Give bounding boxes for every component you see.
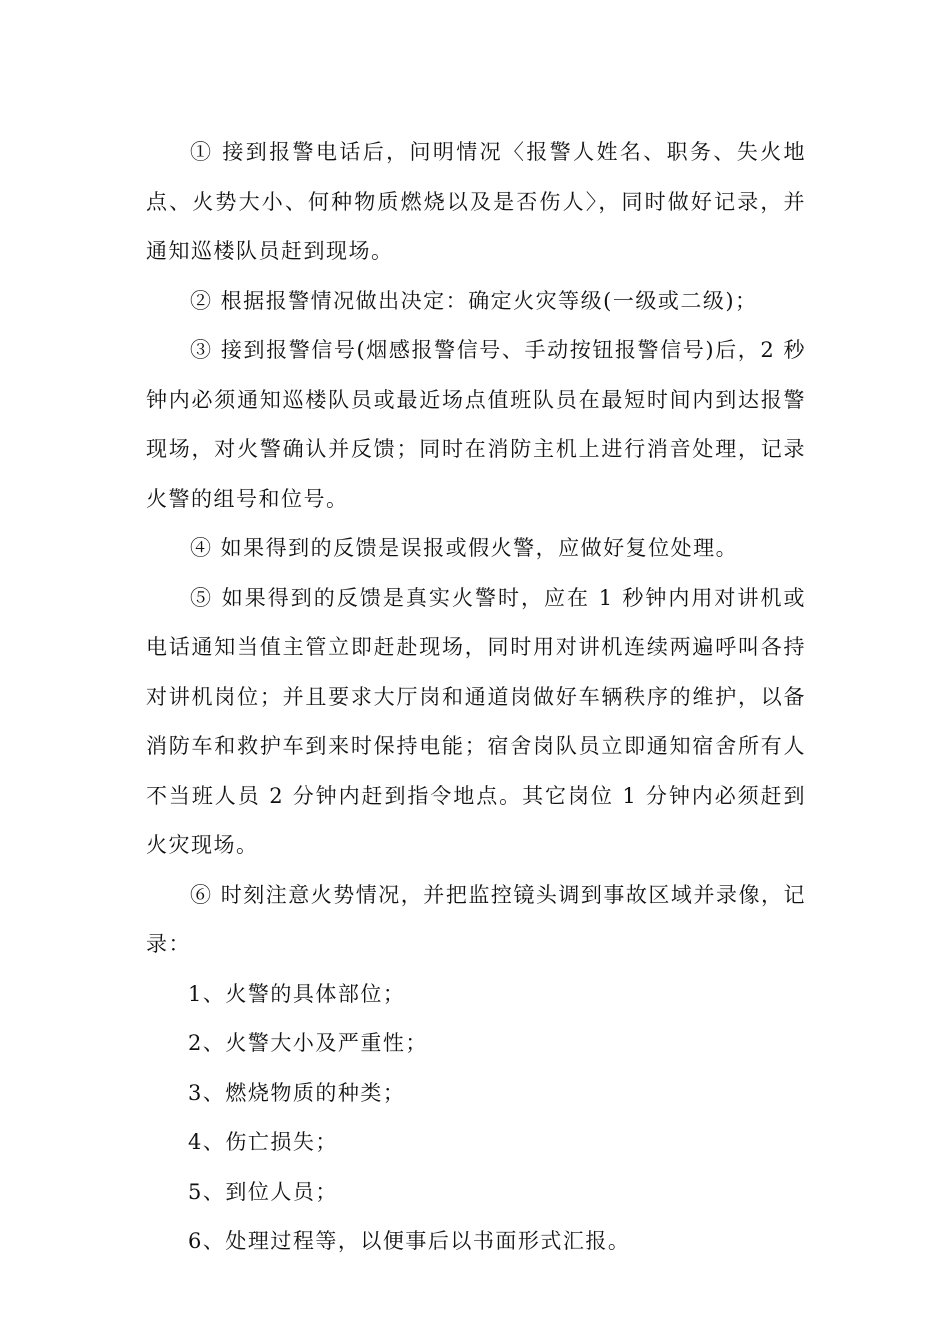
list-item-4: 4、伤亡损失； <box>188 1130 338 1154</box>
document-body <box>146 128 806 1267</box>
paragraph-2: ② 根据报警情况做出决定：确定火灾等级(一级或二级)； <box>190 288 758 313</box>
list-item-5: 5、到位人员； <box>188 1179 338 1204</box>
list-item-2: 2、火警大小及严重性； <box>188 1031 428 1055</box>
paragraph-4: ④ 如果得到的反馈是误报或假火警，应做好复位处理。 <box>190 536 739 560</box>
list-item-1: 1、火警的具体部位； <box>188 981 406 1006</box>
list-item-3: 3、燃烧物质的种类； <box>188 1080 406 1105</box>
list-item-6: 6、处理过程等，以便事后以书面形式汇报。 <box>188 1229 631 1253</box>
paragraph-3: ③ 接到报警信号(烟感报警信号、手动按钮报警信号)后，2 秒钟内必须通知巡楼队员或最近场点值班队员在最短时间内到达报警现场，对火警确认并反馈；同时在消防主机上进行消音处理，记录火警的组号和位号。 <box>146 338 806 511</box>
paragraph-5: ⑤ 如果得到的反馈是真实火警时，应在 1 秒钟内用对讲机或电话通知当值主管立即赶赴现场，同时用对讲机连续两遍呼叫各持对讲机岗位；并且要求大厅岗和通道岗做好车辆秩序的维护，以备消防车和救护车到来时保持电能；宿舍岗队员立即通知宿舍所有人不当班人员 2 分钟内赶到指令地点。其它岗位 1 分钟内必须赶到火灾现场。 <box>146 585 806 857</box>
paragraph-1: ① 接到报警电话后，问明情况〈报警人姓名、职务、失火地点、火势大小、何种物质燃烧以及是否伤人〉，同时做好记录，并通知巡楼队员赶到现场。 <box>146 140 806 263</box>
paragraph-6: ⑥ 时刻注意火势情况，并把监控镜头调到事故区域并录像，记录： <box>146 882 806 956</box>
